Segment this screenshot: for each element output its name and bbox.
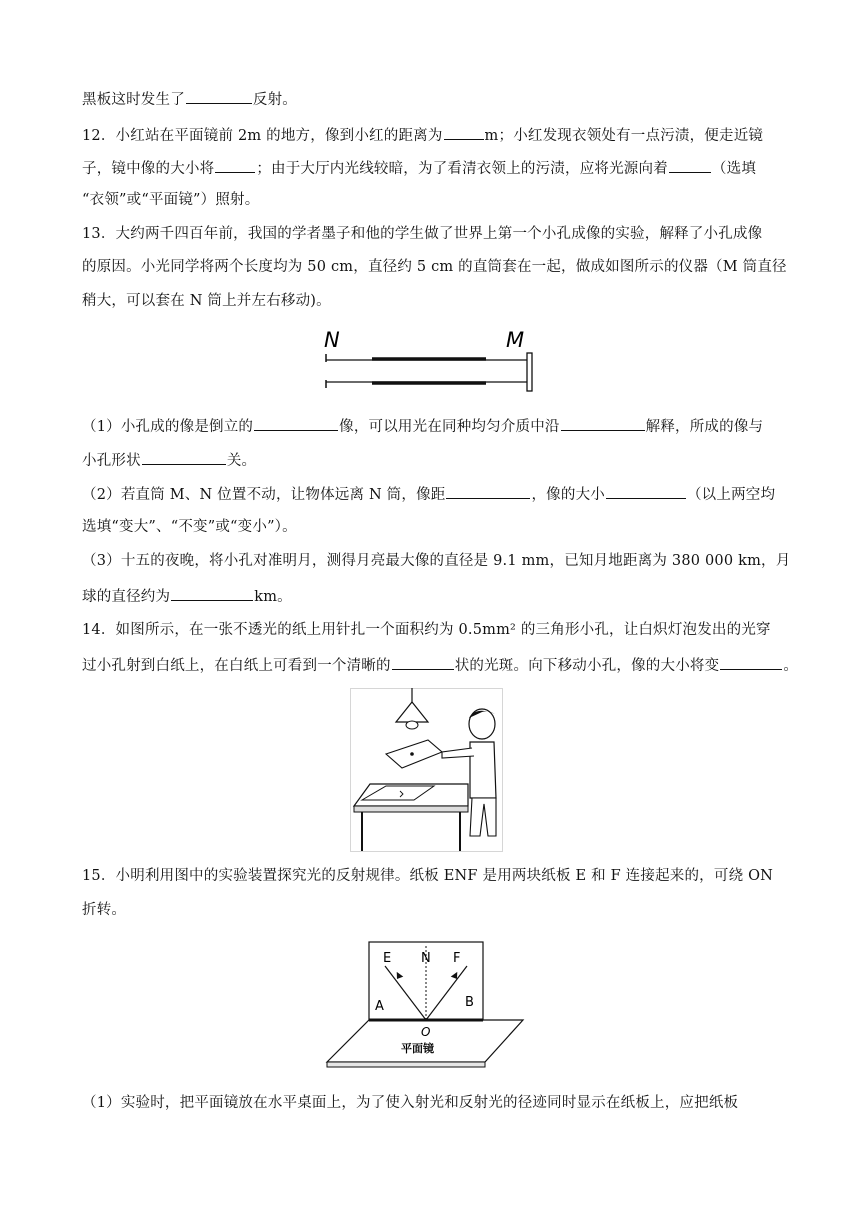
question-13-part-3-line-1: （3）十五的夜晚，将小孔对准明月，测得月亮最大像的直径是 9.1 mm，已知月地距离为 380 000 km，月 [82,553,791,569]
label-a: A [375,999,384,1014]
answer-blank [142,449,226,465]
question-13-part-3-line-2: 球的直径约为 km。 [82,585,292,607]
answer-blank [171,585,253,601]
answer-blank [606,483,686,499]
question-13-part-2-line-1: （2）若直筒 M、N 位置不动，让物体远离 N 筒，像距 ，像的大小 （以上两空均 [82,483,775,505]
screen [527,353,532,391]
label-e: E [383,951,392,966]
pinhole-lamp-figure [350,688,510,853]
question-13-part-1-line-1: （1）小孔成的像是倒立的 像，可以用光在同种均匀介质中沿 解释，所成的像与 [82,415,763,437]
answer-blank [254,415,338,431]
question-14-line-2: 过小孔射到白纸上，在白纸上可看到一个清晰的 状的光斑。向下移动小孔，像的大小将变 。 [82,654,798,676]
answer-blank [186,88,252,104]
label-o: O [421,1025,431,1039]
question-13-part-2-line-2: 选填“变大”、“不变”或“变小”）。 [82,519,297,535]
boy-arm [442,748,474,758]
paper-card [386,740,442,768]
question-13-part-1-line-2: 小孔形状 关。 [82,449,256,471]
boy-head [469,709,495,739]
label-m: M [506,328,525,352]
question-13-line-2: 的原因。小光同学将两个长度均为 50 cm，直径约 5 cm 的直筒套在一起，做成如图所示的仪器（M 筒直径 [82,259,787,275]
reflection-figure [325,938,525,1068]
question-12-line-1: 12．小红站在平面镜前 2m 的地方，像到小红的距离为 m；小红发现衣领处有一点污渍，便走近镜 [82,124,763,146]
question-15-line-2: 折转。 [82,902,127,918]
question-12-line-2: 子，镜中像的大小将 ；由于大厅内光线较暗，为了看清衣领上的污渍，应将光源向着 （选填 [82,157,756,179]
question-15-part-1-line-1: （1）实验时，把平面镜放在水平桌面上，为了使入射光和反射光的径迹同时显示在纸板上，应把纸板 [82,1095,739,1111]
lamp-shade [396,702,428,722]
label-b: B [465,995,474,1010]
question-13-line-1: 13．大约两千四百年前，我国的学者墨子和他的学生做了世界上第一个小孔成像的实验，解释了小孔成像 [82,226,763,242]
text-line: 黑板这时发生了 反射。 [82,88,297,110]
answer-blank [561,415,645,431]
question-13-line-3: 稍大，可以套在 N 筒上并左右移动)。 [82,293,331,309]
question-14-line-1: 14．如图所示，在一张不透光的纸上用针扎一个面积约为 0.5mm² 的三角形小孔，让白炽灯泡发出的光穿 [82,622,771,638]
question-12-line-3: “衣领”或“平面镜”）照射。 [82,192,260,208]
mirror-edge [327,1062,485,1067]
label-n: N [324,328,340,352]
answer-blank [215,157,255,173]
label-plane-mirror: 平面镜 [401,1042,434,1055]
pinhole [410,752,414,756]
answer-blank [392,654,454,670]
answer-blank [669,157,711,173]
answer-blank [444,124,484,140]
pinhole-tube-figure [320,325,540,395]
label-n: N [421,951,431,966]
light-bulb-icon [406,721,418,729]
boy-shirt [470,742,496,798]
answer-blank [446,483,530,499]
table-edge [354,806,468,812]
answer-blank [720,654,782,670]
label-f: F [453,951,461,966]
boy-shorts [470,798,496,836]
question-15-line-1: 15．小明利用图中的实验装置探究光的反射规律。纸板 ENF 是用两块纸板 E 和 F 连接起来的，可绕 ON [82,868,774,884]
